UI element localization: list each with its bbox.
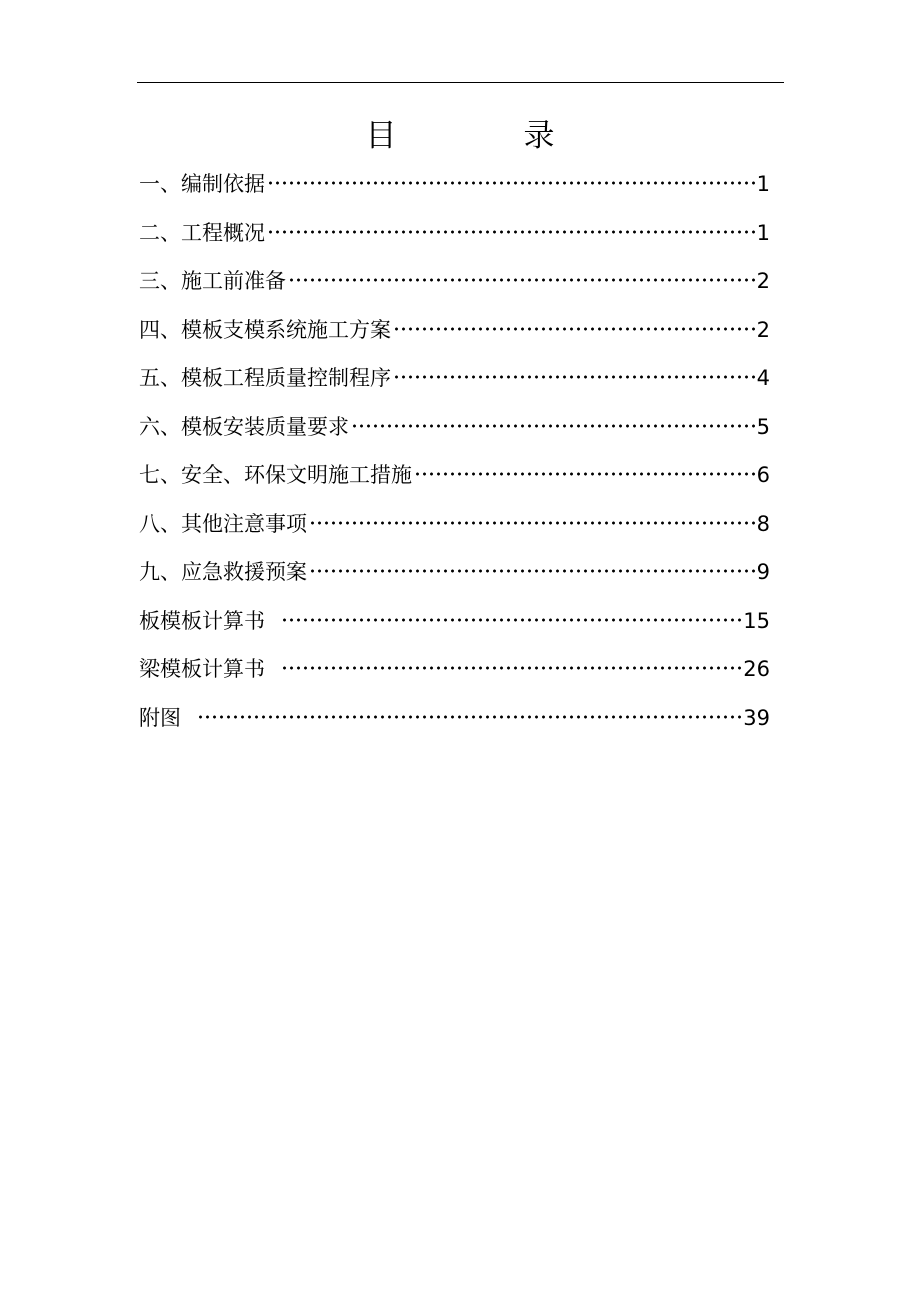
dot-leader: [393, 375, 755, 379]
toc-entry[interactable]: [139, 500, 770, 549]
toc-entry-label: 六、模板安装质量要求: [139, 414, 349, 439]
toc-entry-page: 6: [756, 463, 770, 487]
toc-entry-label: 梁模板计算书: [139, 657, 265, 681]
toc-entry[interactable]: [139, 160, 770, 209]
toc-entry-label: 九、应急救援预案: [139, 560, 307, 584]
dot-leader: [267, 181, 755, 185]
toc-entry-page: 4: [756, 366, 770, 390]
dot-leader: [267, 230, 755, 234]
toc-entry-label: 板模板计算书: [139, 608, 265, 633]
toc-entry-label: 附图: [139, 705, 181, 730]
toc-entry-label: 一、编制依据: [139, 172, 265, 196]
dot-leader: [281, 618, 741, 622]
dot-leader: [414, 472, 755, 476]
toc-entry-label: 四、模板支模系统施工方案: [139, 317, 391, 342]
dot-leader: [197, 715, 741, 719]
toc-entry[interactable]: [139, 548, 770, 597]
toc-entry[interactable]: [139, 354, 770, 403]
toc-title: 目 录: [365, 118, 603, 154]
toc-entry-label: 三、施工前准备: [139, 269, 286, 293]
dot-leader: [309, 569, 755, 573]
toc-entry-page: 9: [756, 560, 770, 584]
header-rule: [137, 82, 784, 83]
toc-entry-page: 15: [743, 608, 770, 633]
toc-entry-page: 1: [756, 172, 770, 196]
dot-leader: [351, 424, 755, 428]
table-of-contents: [139, 160, 770, 742]
toc-entry-page: 39: [743, 705, 770, 730]
toc-entry[interactable]: [139, 306, 770, 355]
toc-entry[interactable]: [139, 597, 770, 646]
toc-entry-page: 26: [743, 657, 770, 681]
toc-entry[interactable]: [139, 257, 770, 306]
toc-entry[interactable]: [139, 451, 770, 500]
toc-entry-page: 5: [756, 414, 770, 439]
toc-entry-page: 8: [756, 511, 770, 536]
dot-leader: [393, 327, 755, 331]
toc-entry-page: 2: [756, 269, 770, 293]
toc-entry[interactable]: [139, 694, 770, 743]
toc-entry-page: 2: [756, 317, 770, 342]
toc-entry[interactable]: [139, 645, 770, 694]
toc-entry[interactable]: [139, 209, 770, 258]
dot-leader: [281, 666, 741, 670]
dot-leader: [309, 521, 755, 525]
dot-leader: [288, 278, 755, 282]
toc-entry-label: 五、模板工程质量控制程序: [139, 366, 391, 390]
toc-entry-label: 二、工程概况: [139, 220, 265, 245]
toc-entry-label: 七、安全、环保文明施工措施: [139, 463, 412, 487]
toc-entry-label: 八、其他注意事项: [139, 511, 307, 536]
toc-entry[interactable]: [139, 403, 770, 452]
toc-entry-page: 1: [756, 220, 770, 245]
